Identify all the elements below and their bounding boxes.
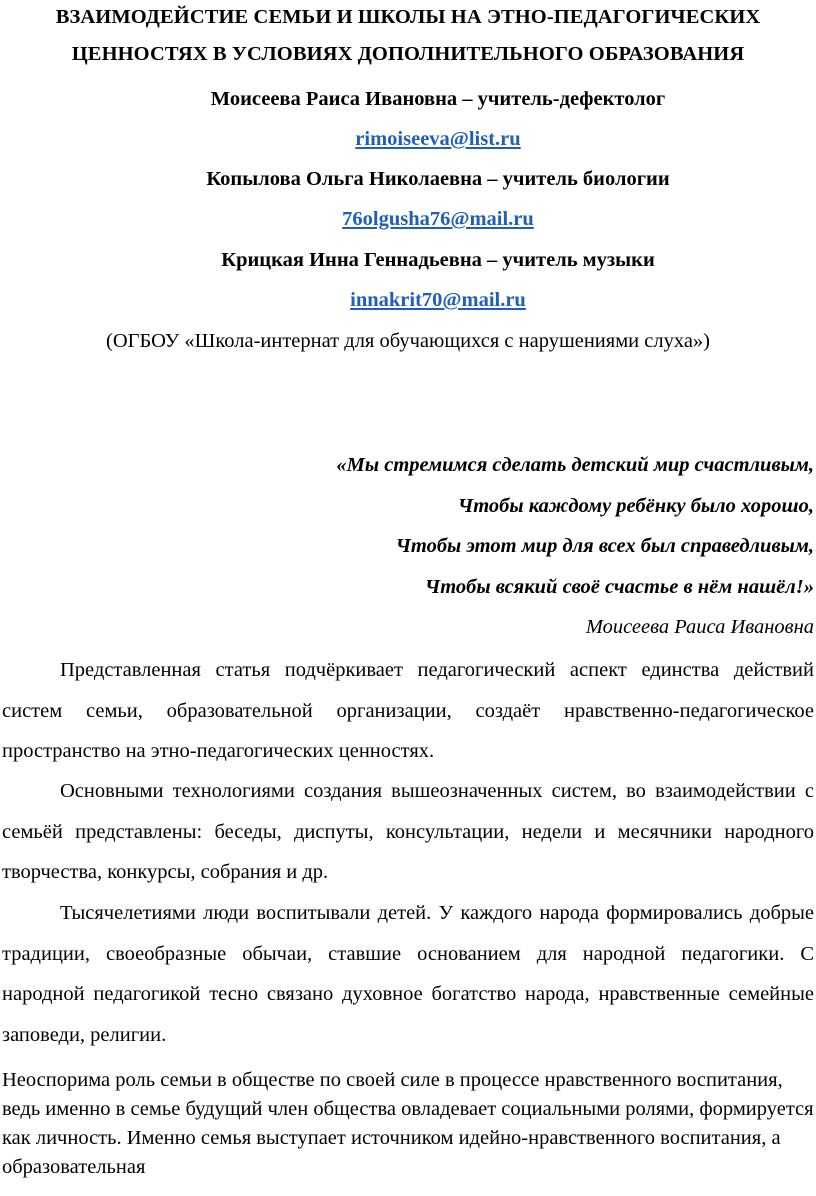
author-3-name: Крицкая Инна Геннадьевна – учитель музыки	[221, 249, 655, 271]
epigraph-line-2: Чтобы каждому ребёнку было хорошо,	[457, 495, 814, 517]
organization: (ОГБОУ «Школа-интернат для обучающихся с нарушениями слуха»)	[106, 330, 710, 352]
body-paragraph-3: Тысячелетиями люди воспитывали детей. У каждого народа формировались добрые традиции, своеобразные обычаи, ставшие основанием для народной педагогики. С народной педагогикой тесно связано духовное богатство народа, нравственные семейные заповеди, религии.	[2, 902, 814, 1046]
body-paragraph-4: Неоспорима роль семьи в обществе по своей силе в процессе нравственного воспитания, ведь именно в семье будущий член общества овладевает социальными ролями, формируется как личность. Именно семья выступает источником идейно-нравственного воспитания, а образовательная	[2, 1069, 814, 1178]
epigraph-line-1: «Мы стремимся сделать детский мир счастливым,	[336, 454, 814, 476]
author-1-email[interactable]	[0, 128, 816, 151]
email-link-2[interactable]: 76olgusha76@mail.ru	[342, 208, 534, 230]
epigraph-line-4: Чтобы всякий своё счастье в нём нашёл!»	[424, 576, 814, 598]
author-3-email[interactable]	[0, 289, 816, 312]
author-2-name: Копылова Ольга Николаевна – учитель биологии	[206, 168, 670, 190]
body-paragraph-1: Представленная статья подчёркивает педагогический аспект единства действий систем семьи, образовательной организации, создаёт нравственно-педагогическое пространство на этно-педагогических ценностях.	[2, 659, 814, 762]
email-link-3[interactable]: innakrit70@mail.ru	[350, 289, 526, 311]
title-line-2: ЦЕННОСТЯХ В УСЛОВИЯХ ДОПОЛНИТЕЛЬНОГО ОБРАЗОВАНИЯ	[71, 43, 745, 65]
epigraph-line-3: Чтобы этот мир для всех был справедливым,	[395, 535, 814, 557]
title-line-1: ВЗАИМОДЕЙСТИЕ СЕМЬИ И ШКОЛЫ НА ЭТНО-ПЕДАГОГИЧЕСКИХ	[55, 6, 761, 28]
author-2-email[interactable]	[0, 208, 816, 231]
body-paragraph-2: Основными технологиями создания вышеозначенных систем, во взаимодействии с семьёй представлены: беседы, диспуты, консультации, недели и месячники народного творчества, конкурсы, собрания и др.	[2, 780, 814, 883]
author-1-name: Моисеева Раиса Ивановна – учитель-дефектолог	[210, 88, 666, 110]
epigraph-author: Моисеева Раиса Ивановна	[585, 616, 814, 638]
email-link-1[interactable]: rimoiseeva@list.ru	[355, 128, 521, 150]
